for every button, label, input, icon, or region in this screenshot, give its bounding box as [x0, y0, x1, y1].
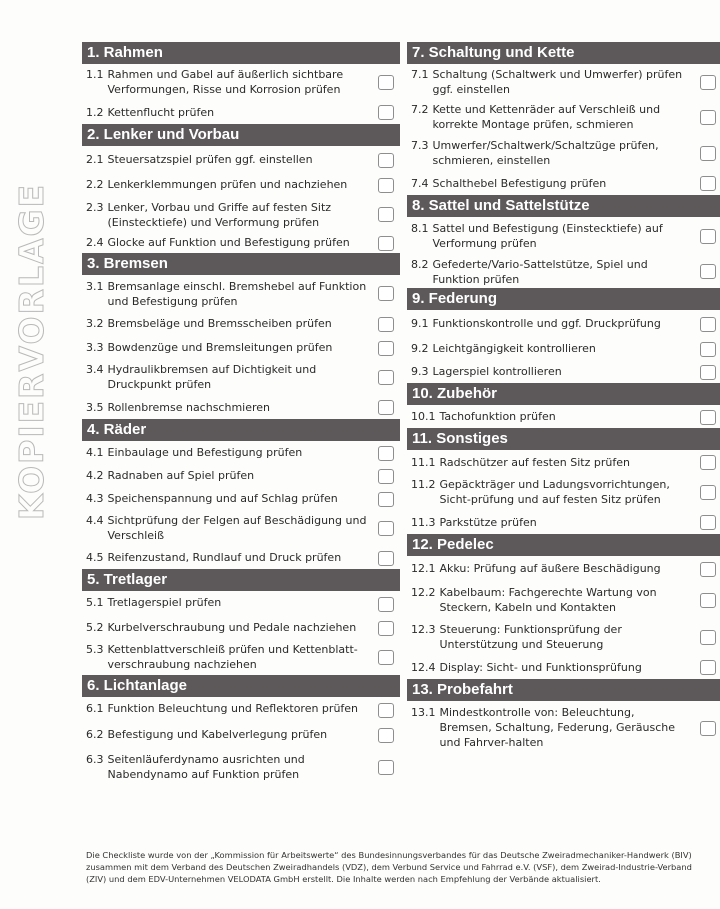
checkbox[interactable] — [700, 721, 716, 736]
section — [407, 288, 720, 383]
item-text: Radnaben auf Spiel prüfen — [107, 469, 255, 482]
section-heading: 2. Lenker und Vorbau — [82, 124, 400, 146]
item-text: Steuerung: Funktionsprüfung der Unterstützung und Steuerung — [439, 623, 622, 651]
checklist-item — [82, 464, 400, 487]
section — [82, 253, 400, 419]
section — [407, 383, 720, 428]
item-number: 4.4 — [86, 514, 104, 527]
item-text: Befestigung und Kabelverlegung prüfen — [107, 728, 328, 741]
item-number: 11.1 — [411, 456, 436, 469]
item-number: 9.3 — [411, 365, 429, 378]
item-number: 2.2 — [86, 178, 104, 191]
section — [82, 569, 400, 675]
checkbox[interactable] — [378, 207, 394, 222]
item-text: Rahmen und Gabel auf äußerlich sichtbare Verformungen, Risse und Korrosion prüfen — [107, 68, 344, 96]
item-text: Rollenbremse nachschmieren — [107, 401, 271, 414]
section — [407, 679, 720, 754]
checklist-item — [82, 395, 400, 419]
checklist-item — [82, 591, 400, 616]
item-number: 8.2 — [411, 258, 429, 271]
right-column — [407, 42, 720, 754]
item-number: 6.1 — [86, 702, 104, 715]
checklist-item — [407, 360, 720, 383]
section-heading: 1. Rahmen — [82, 42, 400, 64]
checklist-item — [407, 405, 720, 428]
item-number: 4.3 — [86, 492, 104, 505]
footer-line-3: (ZIV) und dem EDV-Unternehmen VELODATA GmbH erstellt. Die Inhalte werden nach Empfehlung der Verbände aktualisiert. — [86, 874, 601, 884]
section-heading: 10. Zubehör — [407, 383, 720, 405]
item-number: 3.3 — [86, 341, 104, 354]
checklist-item — [407, 581, 720, 619]
section — [82, 42, 400, 124]
item-number: 2.3 — [86, 201, 104, 214]
checkbox[interactable] — [378, 75, 394, 90]
item-text: Funktionskontrolle und ggf. Druckprüfung — [432, 317, 661, 330]
checkbox[interactable] — [378, 492, 394, 507]
item-number: 3.1 — [86, 280, 104, 293]
checkbox[interactable] — [700, 562, 716, 577]
checklist-item — [82, 747, 400, 787]
checkbox[interactable] — [378, 286, 394, 301]
item-text: Umwerfer/Schaltwerk/Schaltzüge prüfen, schmieren, einstellen — [432, 139, 659, 167]
item-text: Funktion Beleuchtung und Reflektoren prüfen — [107, 702, 359, 715]
item-text: Tachofunktion prüfen — [439, 410, 556, 423]
section-heading: 3. Bremsen — [82, 253, 400, 275]
item-number: 6.3 — [86, 753, 104, 766]
section — [82, 675, 400, 787]
checklist-item — [407, 135, 720, 171]
section-heading: 5. Tretlager — [82, 569, 400, 591]
section — [407, 42, 720, 195]
checklist-item — [407, 64, 720, 99]
checkbox[interactable] — [700, 660, 716, 675]
checkbox[interactable] — [700, 365, 716, 380]
footer-line-2: zusammen mit dem Verband des Deutschen Zweiradhandels (VDZ), dem Verbund Service und Fahrrad e.V. (VSF), dem Zweirad-Industrie-Verband — [86, 862, 692, 872]
section-heading: 6. Lichtanlage — [82, 675, 400, 697]
item-text: Speichenspannung und auf Schlag prüfen — [107, 492, 338, 505]
checklist-item — [82, 510, 400, 546]
item-text: Sattel und Befestigung (Einstecktiefe) auf Verformung prüfen — [432, 222, 663, 250]
checkbox[interactable] — [700, 410, 716, 425]
checklist-item — [82, 311, 400, 336]
item-number: 4.2 — [86, 469, 104, 482]
checkbox[interactable] — [378, 621, 394, 636]
checklist-item — [82, 359, 400, 395]
item-text: Bowdenzüge und Bremsleitungen prüfen — [107, 341, 333, 354]
checkbox[interactable] — [700, 264, 716, 279]
checkbox[interactable] — [700, 485, 716, 500]
item-text: Radschützer auf festen Sitz prüfen — [439, 456, 630, 469]
checklist-item — [407, 510, 720, 534]
item-number: 7.4 — [411, 177, 429, 190]
checklist-item — [82, 546, 400, 569]
checklist-item — [407, 450, 720, 474]
item-number: 1.1 — [86, 68, 104, 81]
item-text: Seitenläuferdynamo ausrichten und Nabendynamo auf Funktion prüfen — [107, 753, 305, 781]
item-number: 10.1 — [411, 410, 436, 423]
checkbox[interactable] — [378, 760, 394, 775]
item-number: 5.3 — [86, 643, 104, 656]
item-number: 3.5 — [86, 401, 104, 414]
item-number: 12.1 — [411, 562, 436, 575]
checkbox[interactable] — [378, 153, 394, 168]
item-number: 12.3 — [411, 623, 436, 636]
item-text: Steuersatzspiel prüfen ggf. einstellen — [107, 153, 313, 166]
checkbox[interactable] — [378, 317, 394, 332]
section-heading: 8. Sattel und Sattelstütze — [407, 195, 720, 217]
checkbox[interactable] — [700, 317, 716, 332]
checklist-item — [407, 701, 720, 754]
item-number: 5.1 — [86, 596, 104, 609]
item-number: 11.2 — [411, 478, 436, 491]
item-text: Kabelbaum: Fachgerechte Wartung von Steckern, Kabeln und Kontakten — [439, 586, 657, 614]
checklist-item — [407, 99, 720, 135]
checkbox[interactable] — [700, 229, 716, 244]
section-heading: 4. Räder — [82, 419, 400, 441]
item-text: Parkstütze prüfen — [439, 516, 537, 529]
checklist-item — [82, 336, 400, 359]
item-number: 2.4 — [86, 236, 104, 249]
checkbox[interactable] — [700, 146, 716, 161]
checkbox[interactable] — [700, 515, 716, 530]
checklist-item — [82, 146, 400, 173]
item-text: Kettenflucht prüfen — [107, 106, 215, 119]
item-number: 4.5 — [86, 551, 104, 564]
item-number: 1.2 — [86, 106, 104, 119]
item-text: Display: Sicht- und Funktionsprüfung — [439, 661, 642, 674]
item-text: Gefederte/Vario-Sattelstütze, Spiel und Funktion prüfen — [432, 258, 648, 286]
checkbox[interactable] — [378, 341, 394, 356]
checkbox[interactable] — [700, 455, 716, 470]
item-number: 5.2 — [86, 621, 104, 634]
checkbox[interactable] — [378, 469, 394, 484]
item-text: Gepäckträger und Ladungsvorrichtungen, Sicht-prüfung und auf festen Sitz prüfen — [439, 478, 670, 506]
checklist-item — [82, 275, 400, 311]
checklist-item — [82, 697, 400, 722]
item-number: 8.1 — [411, 222, 429, 235]
item-number: 12.4 — [411, 661, 436, 674]
checkbox[interactable] — [700, 342, 716, 357]
item-number: 2.1 — [86, 153, 104, 166]
checkbox[interactable] — [700, 110, 716, 125]
item-text: Leichtgängigkeit kontrollieren — [432, 342, 596, 355]
checkbox[interactable] — [378, 650, 394, 665]
item-text: Bremsbeläge und Bremsscheiben prüfen — [107, 317, 332, 330]
footer-line-1: Die Checkliste wurde von der „Kommission für Arbeitswerte“ des Bundesinnungsverbandes für das Deutsche Zweiradmechaniker-Handwerk (BIV) — [86, 850, 692, 860]
item-text: Lenker, Vorbau und Griffe auf festen Sitz (Einstecktiefe) und Verformung prüfen — [107, 201, 332, 229]
checkbox[interactable] — [700, 176, 716, 191]
checkbox[interactable] — [378, 236, 394, 251]
item-text: Sichtprüfung der Felgen auf Beschädigung und Verschleiß — [107, 514, 367, 542]
checkbox[interactable] — [378, 446, 394, 461]
section-heading: 7. Schaltung und Kette — [407, 42, 720, 64]
checkbox[interactable] — [378, 400, 394, 415]
item-number: 7.2 — [411, 103, 429, 116]
item-number: 3.2 — [86, 317, 104, 330]
checkbox[interactable] — [700, 75, 716, 90]
item-number: 12.2 — [411, 586, 436, 599]
item-text: Tretlagerspiel prüfen — [107, 596, 222, 609]
checkbox[interactable] — [378, 551, 394, 566]
section — [407, 195, 720, 288]
checklist-item — [82, 441, 400, 464]
checkbox[interactable] — [378, 105, 394, 120]
checklist-item — [407, 655, 720, 679]
checklist-item — [407, 337, 720, 360]
item-text: Hydraulikbremsen auf Dichtigkeit und Druckpunkt prüfen — [107, 363, 317, 391]
checkbox[interactable] — [378, 370, 394, 385]
checklist-item — [82, 232, 400, 253]
item-text: Reifenzustand, Rundlauf und Druck prüfen — [107, 551, 342, 564]
item-number: 9.1 — [411, 317, 429, 330]
footer-note — [86, 849, 720, 885]
left-column — [82, 42, 400, 787]
item-text: Einbaulage und Befestigung prüfen — [107, 446, 303, 459]
item-number: 6.2 — [86, 728, 104, 741]
item-text: Kettenblattverschleiß prüfen und Kettenblatt-verschraubung nachziehen — [107, 643, 358, 671]
section-heading: 13. Probefahrt — [407, 679, 720, 701]
checklist-item — [407, 474, 720, 510]
checklist-item — [82, 173, 400, 196]
item-number: 7.3 — [411, 139, 429, 152]
checklist-item — [407, 171, 720, 195]
item-number: 3.4 — [86, 363, 104, 376]
checkbox[interactable] — [378, 728, 394, 743]
checkbox[interactable] — [378, 597, 394, 612]
section-heading: 12. Pedelec — [407, 534, 720, 556]
item-text: Kurbelverschraubung und Pedale nachziehen — [107, 621, 357, 634]
checklist-item — [82, 722, 400, 747]
section — [407, 428, 720, 534]
item-number: 13.1 — [411, 706, 436, 719]
checkbox[interactable] — [700, 593, 716, 608]
checklist-item — [407, 217, 720, 254]
checkbox[interactable] — [378, 703, 394, 718]
item-number: 9.2 — [411, 342, 429, 355]
section — [407, 534, 720, 679]
checklist-item — [407, 556, 720, 581]
item-number: 7.1 — [411, 68, 429, 81]
checklist-item — [82, 616, 400, 639]
item-number: 4.1 — [86, 446, 104, 459]
checklist-item — [82, 196, 400, 232]
item-text: Schaltung (Schaltwerk und Umwerfer) prüfen ggf. einstellen — [432, 68, 683, 96]
section — [82, 419, 400, 569]
kopiervorlage-watermark: KOPIERVORLAGE — [12, 182, 51, 520]
item-text: Glocke auf Funktion und Befestigung prüfen — [107, 236, 350, 249]
checklist-item — [82, 487, 400, 510]
checklist-item — [407, 310, 720, 337]
checklist-item — [407, 254, 720, 288]
checklist-item — [82, 64, 400, 100]
checkbox[interactable] — [378, 521, 394, 536]
item-text: Schalthebel Befestigung prüfen — [432, 177, 607, 190]
item-text: Akku: Prüfung auf äußere Beschädigung — [439, 562, 661, 575]
item-text: Mindestkontrolle von: Beleuchtung, Bremsen, Schaltung, Federung, Geräusche und Fahrver-halten — [439, 706, 676, 749]
checkbox[interactable] — [378, 178, 394, 193]
item-text: Bremsanlage einschl. Bremshebel auf Funktion und Befestigung prüfen — [107, 280, 367, 308]
section-heading: 11. Sonstiges — [407, 428, 720, 450]
item-text: Lenkerklemmungen prüfen und nachziehen — [107, 178, 348, 191]
section — [82, 124, 400, 253]
checklist-item — [407, 619, 720, 655]
checkbox[interactable] — [700, 630, 716, 645]
checklist-item — [82, 639, 400, 675]
section-heading: 9. Federung — [407, 288, 720, 310]
item-text: Kette und Kettenräder auf Verschleiß und korrekte Montage prüfen, schmieren — [432, 103, 661, 131]
item-number: 11.3 — [411, 516, 436, 529]
checklist-item — [82, 100, 400, 124]
item-text: Lagerspiel kontrollieren — [432, 365, 562, 378]
